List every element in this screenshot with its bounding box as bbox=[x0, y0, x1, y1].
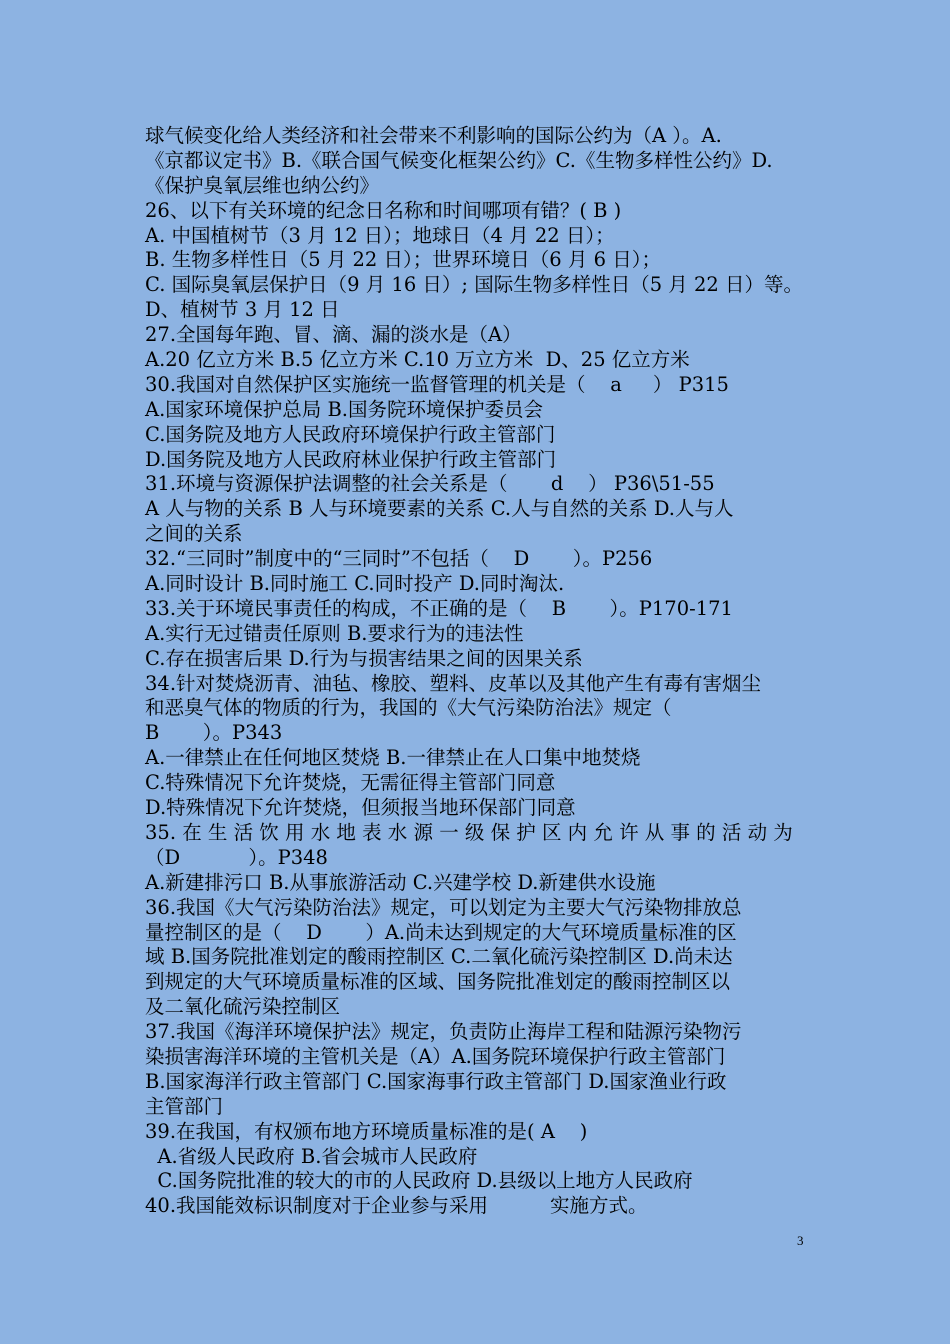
text-line: 《京都议定书》B.《联合国气候变化框架公约》C.《生物多样性公约》D. bbox=[145, 148, 773, 172]
text-line: B.国家海洋行政主管部门 C.国家海事行政主管部门 D.国家渔业行政 bbox=[145, 1069, 727, 1093]
option-line: A.20 亿立方米 B.5 亿立方米 C.10 万立方米 D、25 亿立方米 bbox=[145, 348, 690, 372]
option-line: C.特殊情况下允许焚烧，无需征得主管部门同意 bbox=[145, 771, 556, 795]
option-line: A.实行无过错责任原则 B.要求行为的违法性 bbox=[145, 621, 524, 645]
page-number: 3 bbox=[797, 1233, 804, 1248]
document-body bbox=[145, 124, 813, 1219]
option-line: D、植树节 3 月 12 日 bbox=[145, 298, 340, 322]
option-line: D.国务院及地方人民政府林业保护行政主管部门 bbox=[145, 447, 557, 471]
option-line: C.存在损害后果 D.行为与损害结果之间的因果关系 bbox=[145, 646, 583, 670]
question-32: 32.“三同时”制度中的“三同时”不包括（ D ）。P256 bbox=[145, 547, 653, 571]
option-line: A.同时设计 B.同时施工 C.同时投产 D.同时淘汰. bbox=[145, 572, 565, 596]
text-line: 和恶臭气体的物质的行为，我国的《大气污染防治法》规定（ bbox=[145, 696, 672, 720]
question-36: 36.我国《大气污染防治法》规定，可以划定为主要大气污染物排放总 bbox=[145, 895, 742, 919]
option-line: A.省级人民政府 B.省会城市人民政府 bbox=[145, 1144, 478, 1168]
text-line: 主管部门 bbox=[145, 1094, 224, 1118]
question-39: 39.在我国，有权颁布地方环境质量标准的是( A ) bbox=[145, 1119, 588, 1143]
question-30: 30.我国对自然保护区实施统一监督管理的机关是（ a ） P315 bbox=[145, 372, 729, 396]
question-34: 34.针对焚烧沥青、油毡、橡胶、塑料、皮革以及其他产生有毒有害烟尘 bbox=[145, 671, 762, 695]
text-line: 量控制区的是（ D ）A.尚未达到规定的大气环境质量标准的区 bbox=[145, 920, 737, 944]
option-line: A.一律禁止在任何地区焚烧 B.一律禁止在人口集中地焚烧 bbox=[145, 746, 641, 770]
option-line: A 人与物的关系 B 人与环境要素的关系 C.人与自然的关系 D.人与人 bbox=[145, 497, 734, 521]
question-40: 40.我国能效标识制度对于企业参与采用 实施方式。 bbox=[145, 1194, 648, 1218]
question-35: 35. 在 生 活 饮 用 水 地 表 水 源 一 级 保 护 区 内 允 许 从 事 的 活 动 为 bbox=[145, 820, 793, 844]
text-line: 《保护臭氧层维也纳公约》 bbox=[145, 173, 380, 197]
text-line: 到规定的大气环境质量标准的区域、国务院批准划定的酸雨控制区以 bbox=[145, 970, 731, 994]
option-line: A.新建排污口 B.从事旅游活动 C.兴建学校 D.新建供水设施 bbox=[145, 870, 656, 894]
question-37: 37.我国《海洋环境保护法》规定，负责防止海岸工程和陆源污染物污 bbox=[145, 1020, 742, 1044]
question-33: 33.关于环境民事责任的构成，不正确的是（ B ）。P170-171 bbox=[145, 596, 733, 620]
text-line: 球气候变化给人类经济和社会带来不利影响的国际公约为（A ）。A. bbox=[145, 124, 722, 147]
text-line: 域 B.国务院批准划定的酸雨控制区 C.二氧化硫污染控制区 D.尚未达 bbox=[145, 945, 733, 969]
text-line: B ）。P343 bbox=[145, 721, 283, 745]
question-31: 31.环境与资源保护法调整的社会关系是（ d ） P36\51-55 bbox=[145, 472, 715, 496]
option-line: A.国家环境保护总局 B.国务院环境保护委员会 bbox=[145, 397, 544, 421]
text-line: 及二氧化硫污染控制区 bbox=[145, 995, 341, 1019]
question-27: 27.全国每年跑、冒、滴、漏的淡水是（A） bbox=[145, 323, 522, 347]
option-line: 之间的关系 bbox=[145, 522, 243, 546]
text-line: 染损害海洋环境的主管机关是（A）A.国务院环境保护行政主管部门 bbox=[145, 1044, 726, 1068]
question-26: 26、以下有关环境的纪念日名称和时间哪项有错？( B ) bbox=[145, 198, 622, 222]
text-line: （D ）。P348 bbox=[145, 845, 328, 869]
option-line: C. 国际臭氧层保护日（9 月 16 日）; 国际生物多样性日（5 月 22 日）等。 bbox=[145, 273, 804, 297]
option-line: B. 生物多样性日（5 月 22 日）；世界环境日（6 月 6 日）； bbox=[145, 248, 661, 272]
option-line: D.特殊情况下允许焚烧，但须报当地环保部门同意 bbox=[145, 796, 576, 820]
option-line: C.国务院及地方人民政府环境保护行政主管部门 bbox=[145, 422, 556, 446]
option-line: A. 中国植树节（3 月 12 日）；地球日（4 月 22 日）； bbox=[145, 223, 615, 247]
option-line: C.国务院批准的较大的市的人民政府 D.县级以上地方人民政府 bbox=[145, 1169, 693, 1193]
